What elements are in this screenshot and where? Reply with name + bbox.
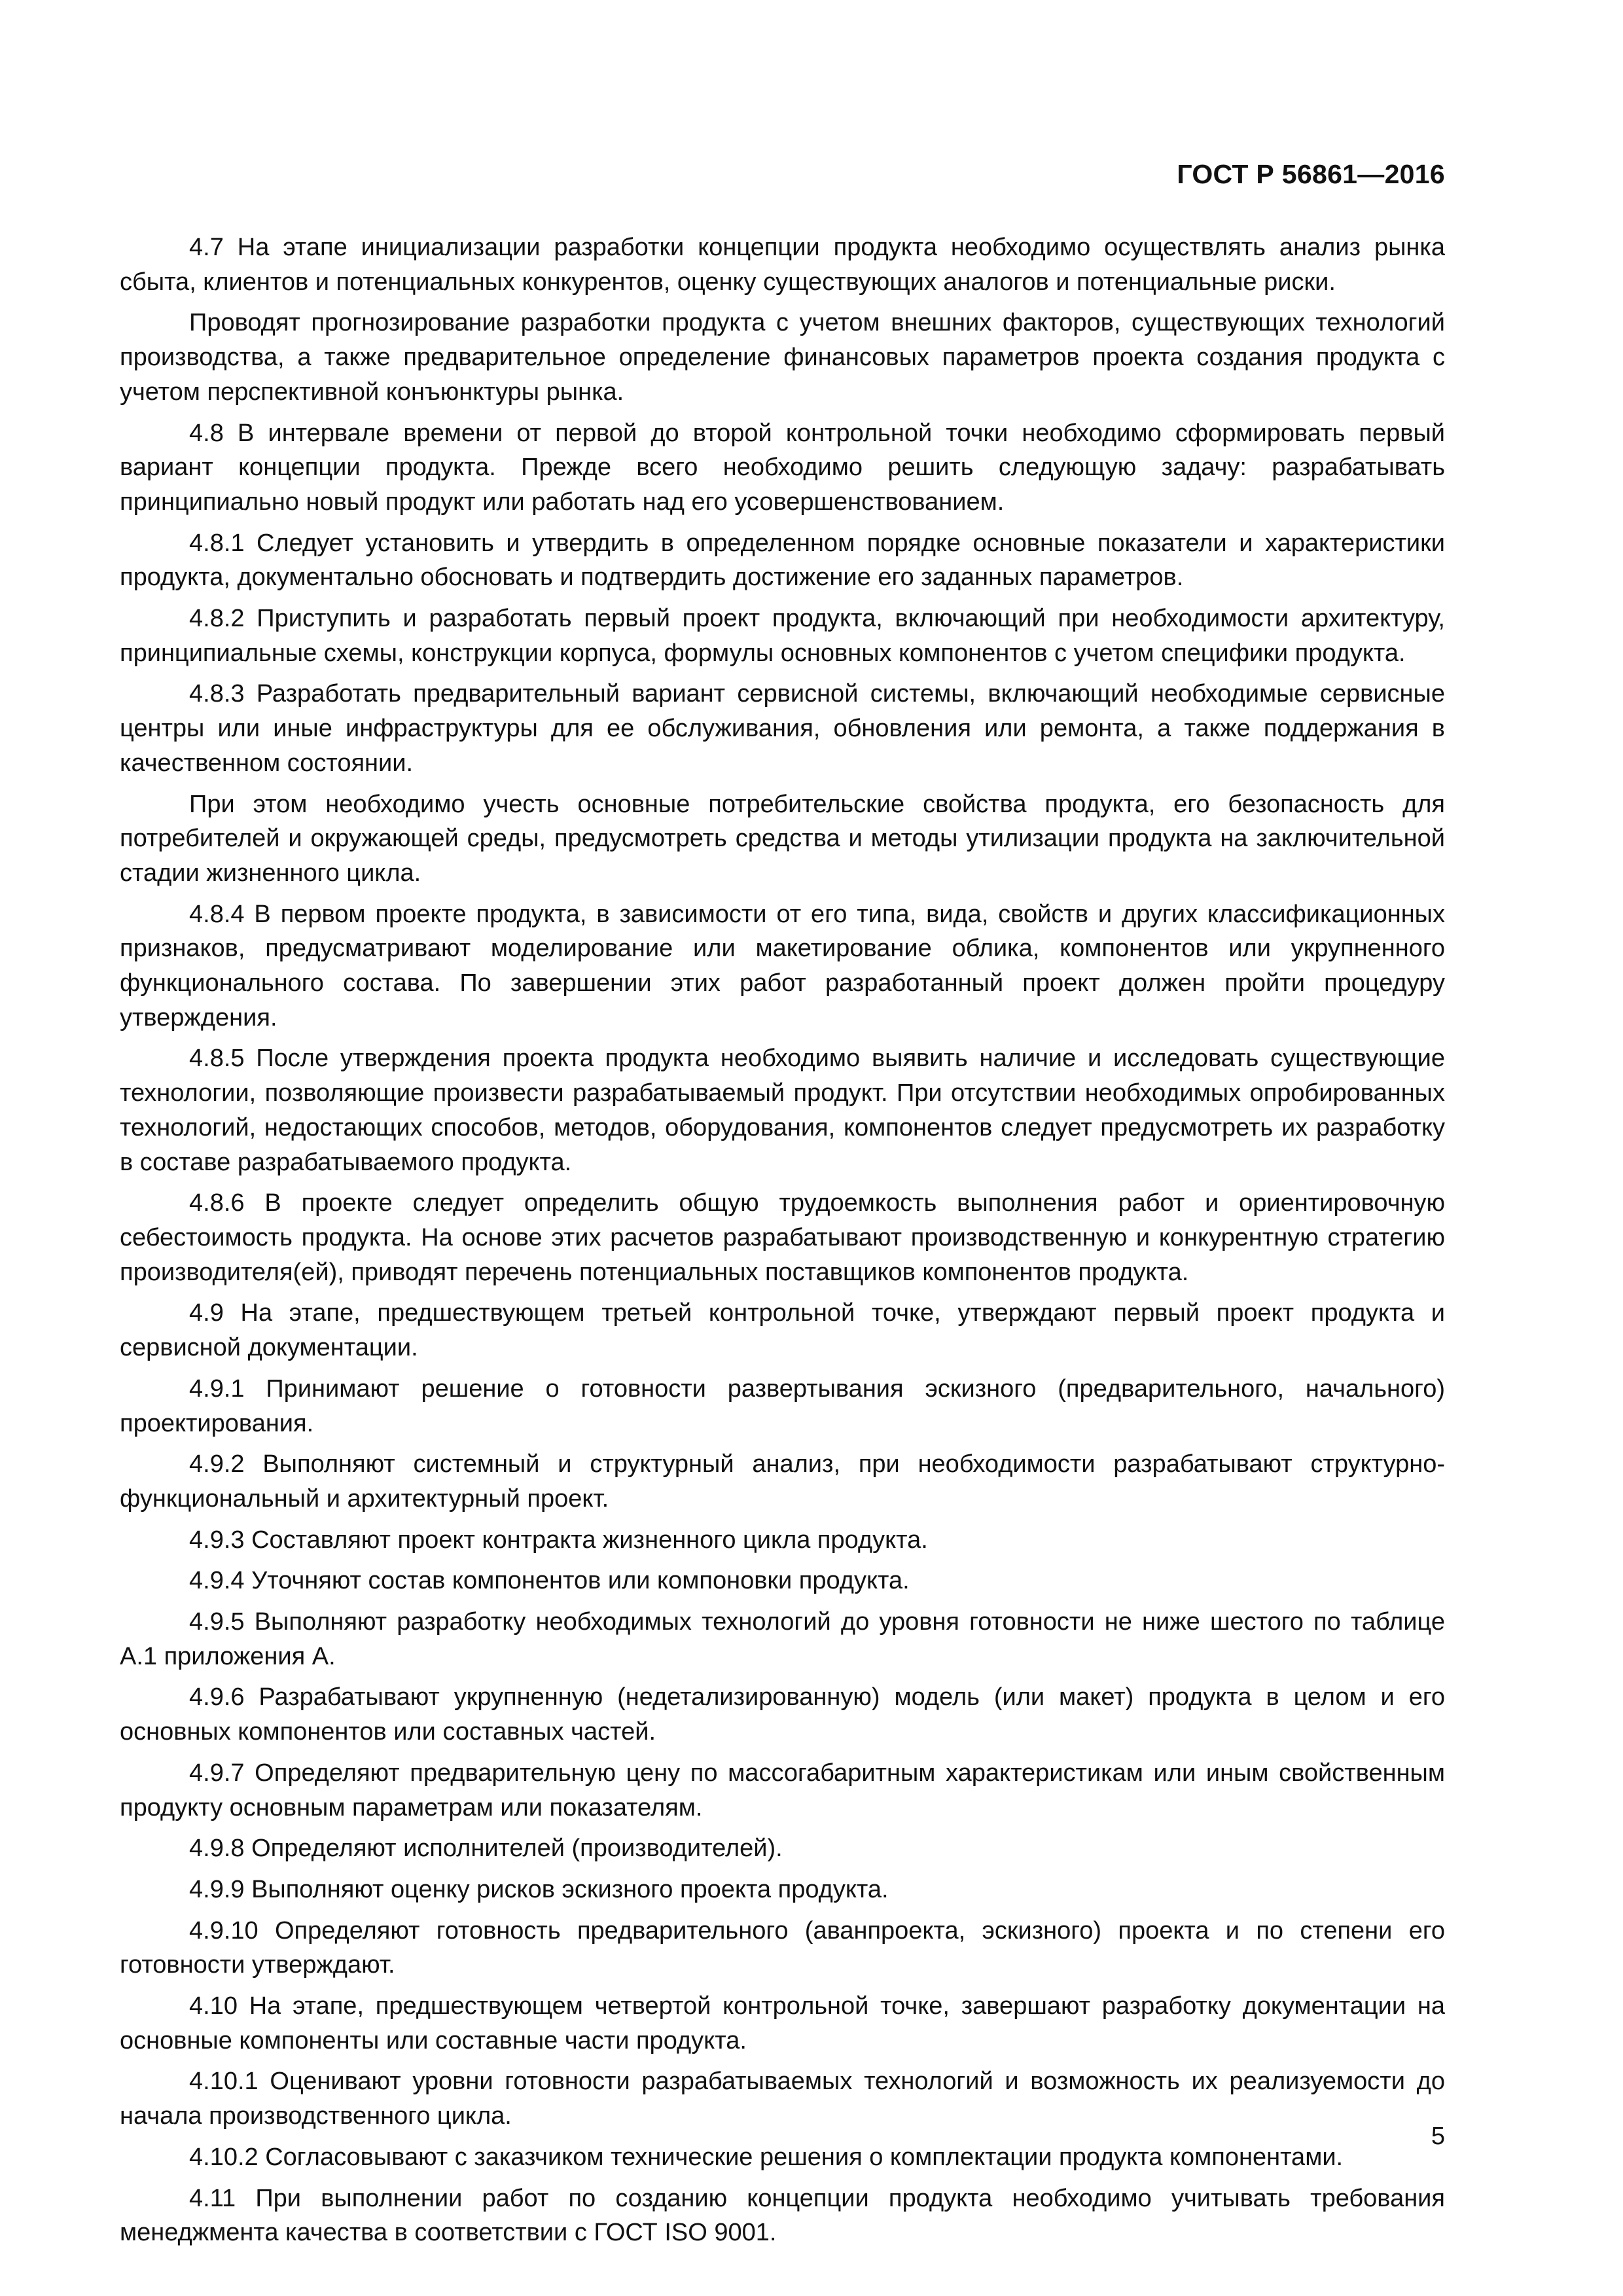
paragraph: 4.11 При выполнении работ по созданию концепции продукта необходимо учитывать требования менеджмента качества в соответствии с ГОСТ ISO 9001. [120,2184,1445,2247]
paragraph: 4.9.4 Уточняют состав компонентов или компоновки продукта. [189,1567,910,1595]
paragraph: 4.8.6 В проекте следует определить общую трудоемкость выполнения работ и ориентировочную себестоимость продукта. На основе этих расчетов разрабатывают производственную и конкурентную стратегию производителя(ей), приводят перечень потенциальных поставщиков компонентов продукта. [120,1189,1445,1286]
paragraph: 4.10.2 Согласовывают с заказчиком технические решения о комплектации продукта компонентами. [189,2143,1344,2171]
page-number: 5 [1431,2123,1445,2150]
paragraph: 4.8.2 Приступить и разработать первый проект продукта, включающий при необходимости архитектуру, принципиальные схемы, конструкции корпуса, формулы основных компонентов с учетом специфики продукта. [120,605,1445,667]
paragraph: 4.8.5 После утверждения проекта продукта необходимо выявить наличие и исследовать существующие технологии, позволяющие произвести разрабатываемый продукт. При отсутствии необходимых опробированных технологий, недостающих способов, методов, оборудования, компонентов следует предусмотреть их разработку в составе разрабатываемого продукта. [120,1045,1445,1176]
document-code: ГОСТ Р 56861—2016 [1177,159,1445,189]
paragraph: 4.9.2 Выполняют системный и структурный анализ, при необходимости разрабатывают структурно-функциональный и архитектурный проект. [120,1450,1445,1513]
paragraph: 4.7 На этапе инициализации разработки концепции продукта необходимо осуществлять анализ рынка сбыта, клиентов и потенциальных конкурентов, оценку существующих аналогов и потенциальные риски. [120,234,1445,296]
paragraph: 4.10.1 Оценивают уровни готовности разрабатываемых технологий и возможность их реализуемости до начала производственного цикла. [120,2068,1445,2130]
paragraph: 4.9.10 Определяют готовность предварительного (аванпроекта, эскизного) проекта и по степени его готовности утверждают. [120,1916,1445,1979]
paragraph: 4.9.1 Принимают решение о готовности развертывания эскизного (предварительного, начального) проектирования. [120,1374,1445,1437]
paragraph: 4.8.3 Разработать предварительный вариант сервисной системы, включающий необходимые сервисные центры или иные инфраструктуры для ее обслуживания, обновления или ремонта, а также поддержания в качественном состоянии. [120,680,1445,777]
paragraph: При этом необходимо учесть основные потребительские свойства продукта, его безопасность для потребителей и окружающей среды, предусмотреть средства и методы утилизации продукта на заключительной стадии жизненного цикла. [120,790,1445,887]
paragraph: Проводят прогнозирование разработки продукта с учетом внешних факторов, существующих технологий производства, а также предварительное определение финансовых параметров проекта создания продукта с учетом перспективной конъюнктуры рынка. [120,309,1445,406]
paragraph: 4.8 В интервале времени от первой до второй контрольной точки необходимо сформировать первый вариант концепции продукта. Прежде всего необходимо решить следующую задачу: разрабатывать принципиально новый продукт или работать над его усовершенствованием. [120,419,1445,516]
paragraph: 4.9.9 Выполняют оценку рисков эскизного проекта продукта. [189,1875,889,1903]
paragraph: 4.8.4 В первом проекте продукта, в зависимости от его типа, вида, свойств и других классификационных признаков, предусматривают моделирование или макетирование облика, компонентов или укрупненного функционального состава. По завершении этих работ разработанный проект должен пройти процедуру утверждения. [120,900,1445,1031]
paragraph: 4.9.8 Определяют исполнителей (производителей). [189,1835,783,1863]
paragraph: 4.8.1 Следует установить и утвердить в определенном порядке основные показатели и характеристики продукта, документально обосновать и подтвердить достижение его заданных параметров. [120,529,1445,592]
paragraph: 4.9.6 Разрабатывают укрупненную (недетализированную) модель (или макет) продукта в целом и его основных компонентов или составных частей. [120,1683,1445,1746]
paragraph: 4.9 На этапе, предшествующем третьей контрольной точке, утверждают первый проект продукта и сервисной документации. [120,1299,1445,1362]
paragraph: 4.9.5 Выполняют разработку необходимых технологий до уровня готовности не ниже шестого по таблице А.1 приложения А. [120,1608,1445,1670]
paragraph: 4.9.3 Составляют проект контракта жизненного цикла продукта. [189,1526,928,1554]
document-body [120,230,1445,2257]
paragraph: 4.9.7 Определяют предварительную цену по массогабаритным характеристикам или иным свойственным продукту основным параметрам или показателям. [120,1759,1445,1821]
paragraph: 4.10 На этапе, предшествующем четвертой контрольной точке, завершают разработку документации на основные компоненты или составные части продукта. [120,1992,1445,2054]
